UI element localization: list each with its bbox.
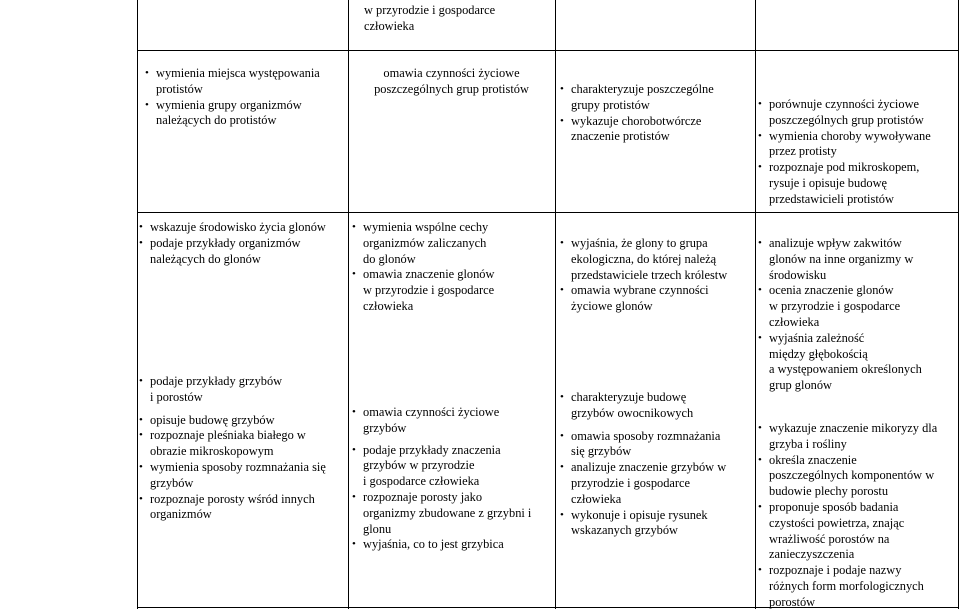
list-item: • wskazuje środowisko życia glonów [139,220,326,236]
row1-col1 [145,66,320,129]
list-item: • wykazuje znaczenie mikoryzy dla grzyba i rośliny [758,421,937,453]
list-item: • omawia sposoby rozmnażania się grzybów [560,429,726,461]
top-cell-text: w przyrodzie i gospodarce człowieka [364,3,496,33]
list-item: • wymienia miejsca występowania protistów [145,66,320,98]
list-item: • wykazuje chorobotwórcze znaczenie protistów [560,114,714,146]
row2-col1-glony [139,220,326,267]
list-item: • ocenia znaczenie glonów w przyrodzie i gospodarce człowieka [758,283,922,330]
list-item: • omawia wybrane czynności życiowe glonów [560,283,727,315]
grid-line [137,212,959,213]
list-item: • podaje przykłady organizmów należących do glonów [139,236,326,268]
list-item: • wyjaśnia, co to jest grzybica [352,537,531,553]
list-item: • określa znaczenie poszczególnych komponentów w budowie plechy porostu [758,453,937,500]
list-item: • analizuje wpływ zakwitów glonów na inne organizmy w środowisku [758,236,922,283]
row2-col4-glony [758,236,922,394]
row2-col2-glony [352,220,494,315]
list-item: • omawia czynności życiowe grzybów [352,405,531,437]
grid-line [137,0,138,609]
list-item: • porównuje czynności życiowe poszczególnych grup protistów [758,97,931,129]
list-item: • rozpoznaje i podaje nazwy różnych form morfologicznych porostów [758,563,937,610]
list-item: • charakteryzuje budowę grzybów owocnikowych [560,390,726,422]
grid-line [555,0,556,609]
grid-line [137,50,959,51]
row2-col4-grzyby [758,421,937,611]
grid-line [958,0,959,609]
list-item: • rozpoznaje pleśniaka białego w obrazie mikroskopowym [139,428,326,460]
row2-col1-grzyby [139,374,326,523]
list-item: • wymienia grupy organizmów należących do protistów [145,98,320,130]
list-item: • analizuje znaczenie grzybów w przyrodzie i gospodarce człowieka [560,460,726,507]
grid-line [755,0,756,609]
row1-col4 [758,97,931,208]
list-item: • podaje przykłady grzybów i porostów [139,374,326,406]
list-item: • rozpoznaje porosty jako organizmy zbudowane z grzybni i glonu [352,490,531,537]
list-item: • wymienia wspólne cechy organizmów zaliczanych do glonów [352,220,494,267]
list-item: • wymienia sposoby rozmnażania się grzybów [139,460,326,492]
list-item: • rozpoznaje porosty wśród innych organizmów [139,492,326,524]
list-item: • podaje przykłady znaczenia grzybów w przyrodzie i gospodarce człowieka [352,443,531,490]
row2-col2-grzyby [352,405,531,553]
row2-col3-glony [560,236,727,315]
list-item: • rozpoznaje pod mikroskopem, rysuje i opisuje budowę przedstawicieli protistów [758,160,931,207]
list-item: • wyjaśnia, że glony to grupa ekologiczna, do której należą przedstawiciele trzech królestw [560,236,727,283]
list-item: omawia czynności życiowe poszczególnych grup protistów [374,66,529,96]
list-item: • proponuje sposób badania czystości powietrza, znając wrażliwość porostów na zanieczyszczenia [758,500,937,563]
list-item: • charakteryzuje poszczególne grupy protistów [560,82,714,114]
list-item: • opisuje budowę grzybów [139,413,326,429]
list-item: • wymienia choroby wywoływane przez protisty [758,129,931,161]
row1-col3 [560,82,714,145]
row2-col3-grzyby [560,390,726,539]
list-item: • omawia znaczenie glonów w przyrodzie i gospodarce człowieka [352,267,494,314]
list-item: • wyjaśnia zależność między głębokością a występowaniem określonych grup glonów [758,331,922,394]
row1-col2 [348,66,555,98]
list-item: • wykonuje i opisuje rysunek wskazanych grzybów [560,508,726,540]
